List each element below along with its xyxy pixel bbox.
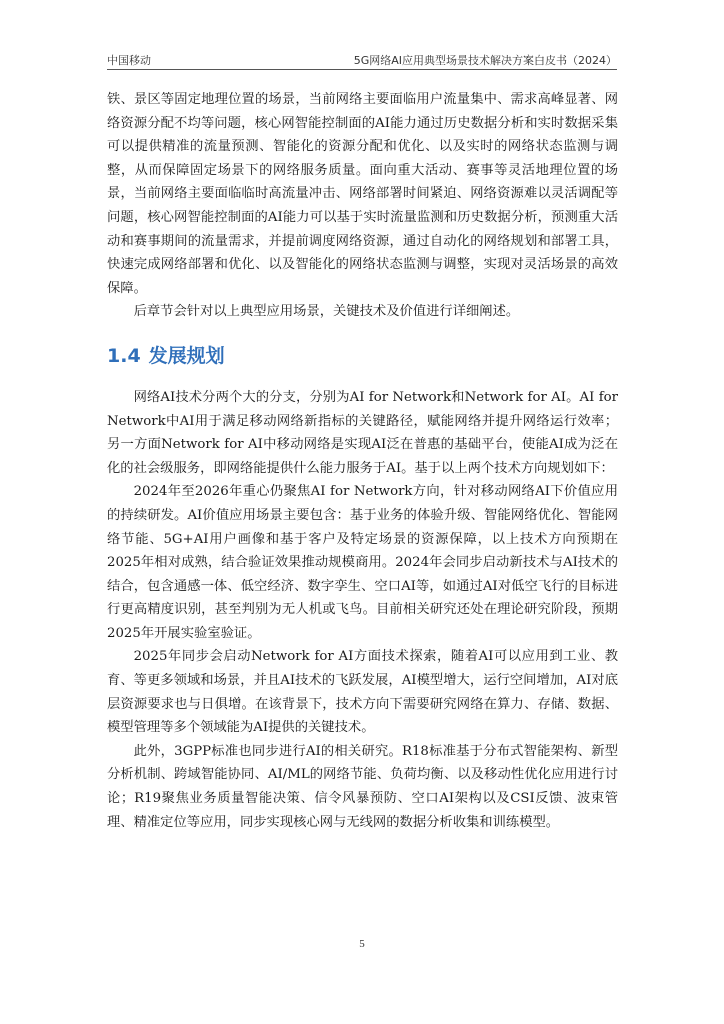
page-header <box>107 52 617 68</box>
header-divider <box>107 69 617 70</box>
section-title: 发展规划 <box>148 344 225 367</box>
page-body <box>107 88 618 834</box>
paragraph-intro-summary: 后章节会针对以上典型应用场景，关键技术及价值进行详细阐述。 <box>133 304 520 320</box>
paragraph-2024-2026-plan: 2024年至2026年重心仍聚焦AI for Network方向，针对移动网络AI下价值应用的持续研发。AI价值应用场景主要包含：基于业务的体验升级、智能网络优化、智能网络节能、5G+AI用户画像和基于客户及特定场景的资源保障，以上技术方向预期在2025年相对成熟，结合验证效果推动规模商用。2024年会同步启动新技术与AI技术的结合，包含通感一体、低空经济、数字孪生、空口AI等，如通过AI对低空飞行的目标进行更高精度识别，甚至判别为无人机或飞鸟。目前相关研究还处在理论研究阶段，预期2025年开展实验室验证。 <box>107 484 618 641</box>
paragraph-intro-continued: 铁、景区等固定地理位置的场景，当前网络主要面临用户流量集中、需求高峰显著、网络资源分配不均等问题，核心网智能控制面的AI能力通过历史数据分析和实时数据采集可以提供精准的流量预测、智能化的资源分配和优化、以及实时的网络状态监测与调整，从而保障固定场景下的网络服务质量。面向重大活动、赛事等灵活地理位置的场景，当前网络主要面临临时高流量冲击、网络部署时间紧迫、网络资源难以灵活调配等问题，核心网智能控制面的AI能力可以基于实时流量监测和历史数据分析，预测重大活动和赛事期间的流量需求，并提前调度网络资源，通过自动化的网络规划和部署工具，快速完成网络部署和优化、以及智能化的网络状态监测与调整，实现对灵活场景的高效保障。 <box>107 92 618 296</box>
paragraph-2025-plan: 2025年同步会启动Network for AI方面技术探索，随着AI可以应用到工业、教育、等更多领域和场景，并且AI技术的飞跃发展，AI模型增大，运行空间增加，AI对底层资源要求也与日俱增。在该背景下，技术方向下需要研究网络在算力、存储、数据、模型管理等多个领域能为AI提供的关键技术。 <box>107 649 618 736</box>
page-number: 5 <box>359 938 365 950</box>
section-number: 1.4 <box>107 344 141 367</box>
paragraph-3gpp-standards: 此外，3GPP标准也同步进行AI的相关研究。R18标准基于分布式智能架构、新型分析机制、跨域智能协同、AI/ML的网络节能、负荷均衡、以及移动性优化应用进行讨论；R19聚焦业务质量智能决策、信令风暴预防、空口AI架构以及CSI反馈、波束管理、精准定位等应用，同步实现核心网与无线网的数据分析收集和训练模型。 <box>107 743 618 830</box>
paragraph-overview: 网络AI技术分两个大的分支，分别为AI for Network和Network for AI。AI for Network中AI用于满足移动网络新指标的关键路径，赋能网络并提升网络运行效率；另一方面Network for AI中移动网络是实现AI泛在普惠的基础平台，使能AI成为泛在化的社会级服务，即网络能提供什么能力服务于AI。基于以上两个技术方向规划如下： <box>107 389 618 476</box>
section-heading <box>107 344 618 368</box>
header-document-title: 5G网络AI应用典型场景技术解决方案白皮书（2024） <box>353 54 617 67</box>
header-organization: 中国移动 <box>107 54 151 67</box>
